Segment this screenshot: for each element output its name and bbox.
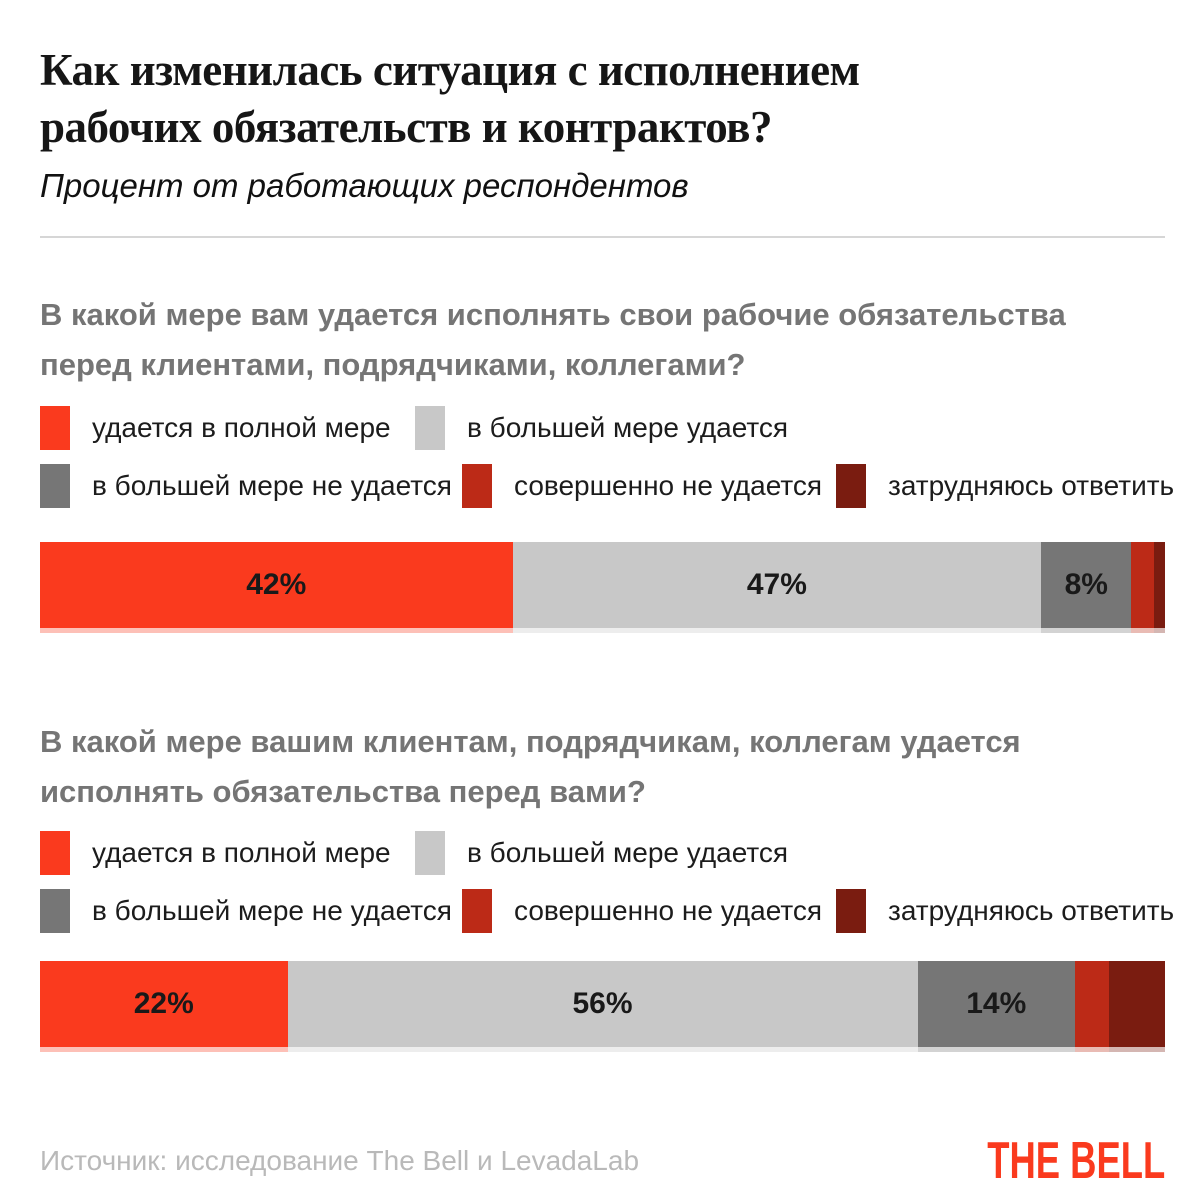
legend-item [40, 831, 391, 875]
legend-label: в большей мере удается [467, 837, 789, 868]
text-line: Как изменилась ситуация с исполнением [40, 45, 860, 95]
the-bell-logo: THE BELL [987, 1132, 1165, 1190]
page-title [40, 42, 1165, 156]
bar-segment-3 [1041, 542, 1131, 628]
bar-value-label: 14% [966, 987, 1027, 1020]
bar-segment-2 [513, 542, 1042, 628]
stacked-bar-1 [40, 542, 1165, 628]
bar-segment-1 [40, 961, 288, 1047]
legend-item [462, 889, 822, 933]
chart-section-2 [40, 717, 1175, 1047]
stacked-bar-2 [40, 961, 1165, 1047]
legend-item [415, 406, 788, 450]
legend-label: удается в полной мере [92, 412, 391, 443]
text-line: исполнять обязательства перед вами? [40, 774, 646, 809]
legend-swatch-icon [836, 464, 866, 508]
legend-label: удается в полной мере [92, 837, 391, 868]
legend-1 [40, 406, 1175, 508]
legend-swatch-icon [836, 889, 866, 933]
page-subtitle: Процент от работающих респондентов [40, 167, 689, 204]
bar-segment-2 [288, 961, 918, 1047]
legend-label: в большей мере не удается [92, 895, 452, 926]
legend-item [40, 406, 391, 450]
text-line: рабочих обязательств и контрактов? [40, 102, 772, 152]
legend-label: в большей мере не удается [92, 470, 452, 501]
legend-label: затрудняюсь ответить [888, 895, 1175, 926]
legend-swatch-icon [415, 831, 445, 875]
bar-value-label: 56% [572, 987, 633, 1020]
bar-value-label: 47% [746, 568, 807, 601]
question-2 [40, 717, 1165, 817]
divider [40, 236, 1165, 238]
legend-label: в большей мере удается [467, 412, 789, 443]
legend-label: совершенно не удается [514, 895, 823, 926]
text-line: В какой мере вам удается исполнять свои рабочие обязательства [40, 297, 1066, 332]
chart-section-1 [40, 290, 1175, 628]
legend-item [40, 464, 452, 508]
bar-value-label: 42% [246, 568, 307, 601]
legend-swatch-icon [40, 831, 70, 875]
legend-swatch-icon [40, 889, 70, 933]
legend-item [415, 831, 788, 875]
bar-segment-5 [1109, 961, 1165, 1047]
legend-swatch-icon [415, 406, 445, 450]
legend-label: совершенно не удается [514, 470, 823, 501]
legend-swatch-icon [462, 464, 492, 508]
legend-item [462, 464, 822, 508]
bar-segment-3 [918, 961, 1076, 1047]
bar-segment-4 [1075, 961, 1109, 1047]
legend-label: затрудняюсь ответить [888, 470, 1175, 501]
legend-item [40, 889, 452, 933]
footer [40, 1131, 1165, 1191]
bar-segment-1 [40, 542, 513, 628]
source-credit: Источник: исследование The Bell и LevadaLab [40, 1145, 640, 1176]
legend-swatch-icon [40, 406, 70, 450]
legend-swatch-icon [40, 464, 70, 508]
bar-segment-4 [1131, 542, 1154, 628]
question-1 [40, 290, 1165, 390]
legend-item [836, 889, 1174, 933]
legend-item [836, 464, 1174, 508]
bar-value-label: 8% [1064, 568, 1108, 601]
legend-swatch-icon [462, 889, 492, 933]
legend-2 [40, 831, 1175, 933]
text-line: В какой мере вашим клиентам, подрядчикам, коллегам удается [40, 724, 1021, 759]
bar-segment-5 [1154, 542, 1165, 628]
bar-value-label: 22% [133, 987, 194, 1020]
text-line: перед клиентами, подрядчиками, коллегами? [40, 347, 746, 382]
